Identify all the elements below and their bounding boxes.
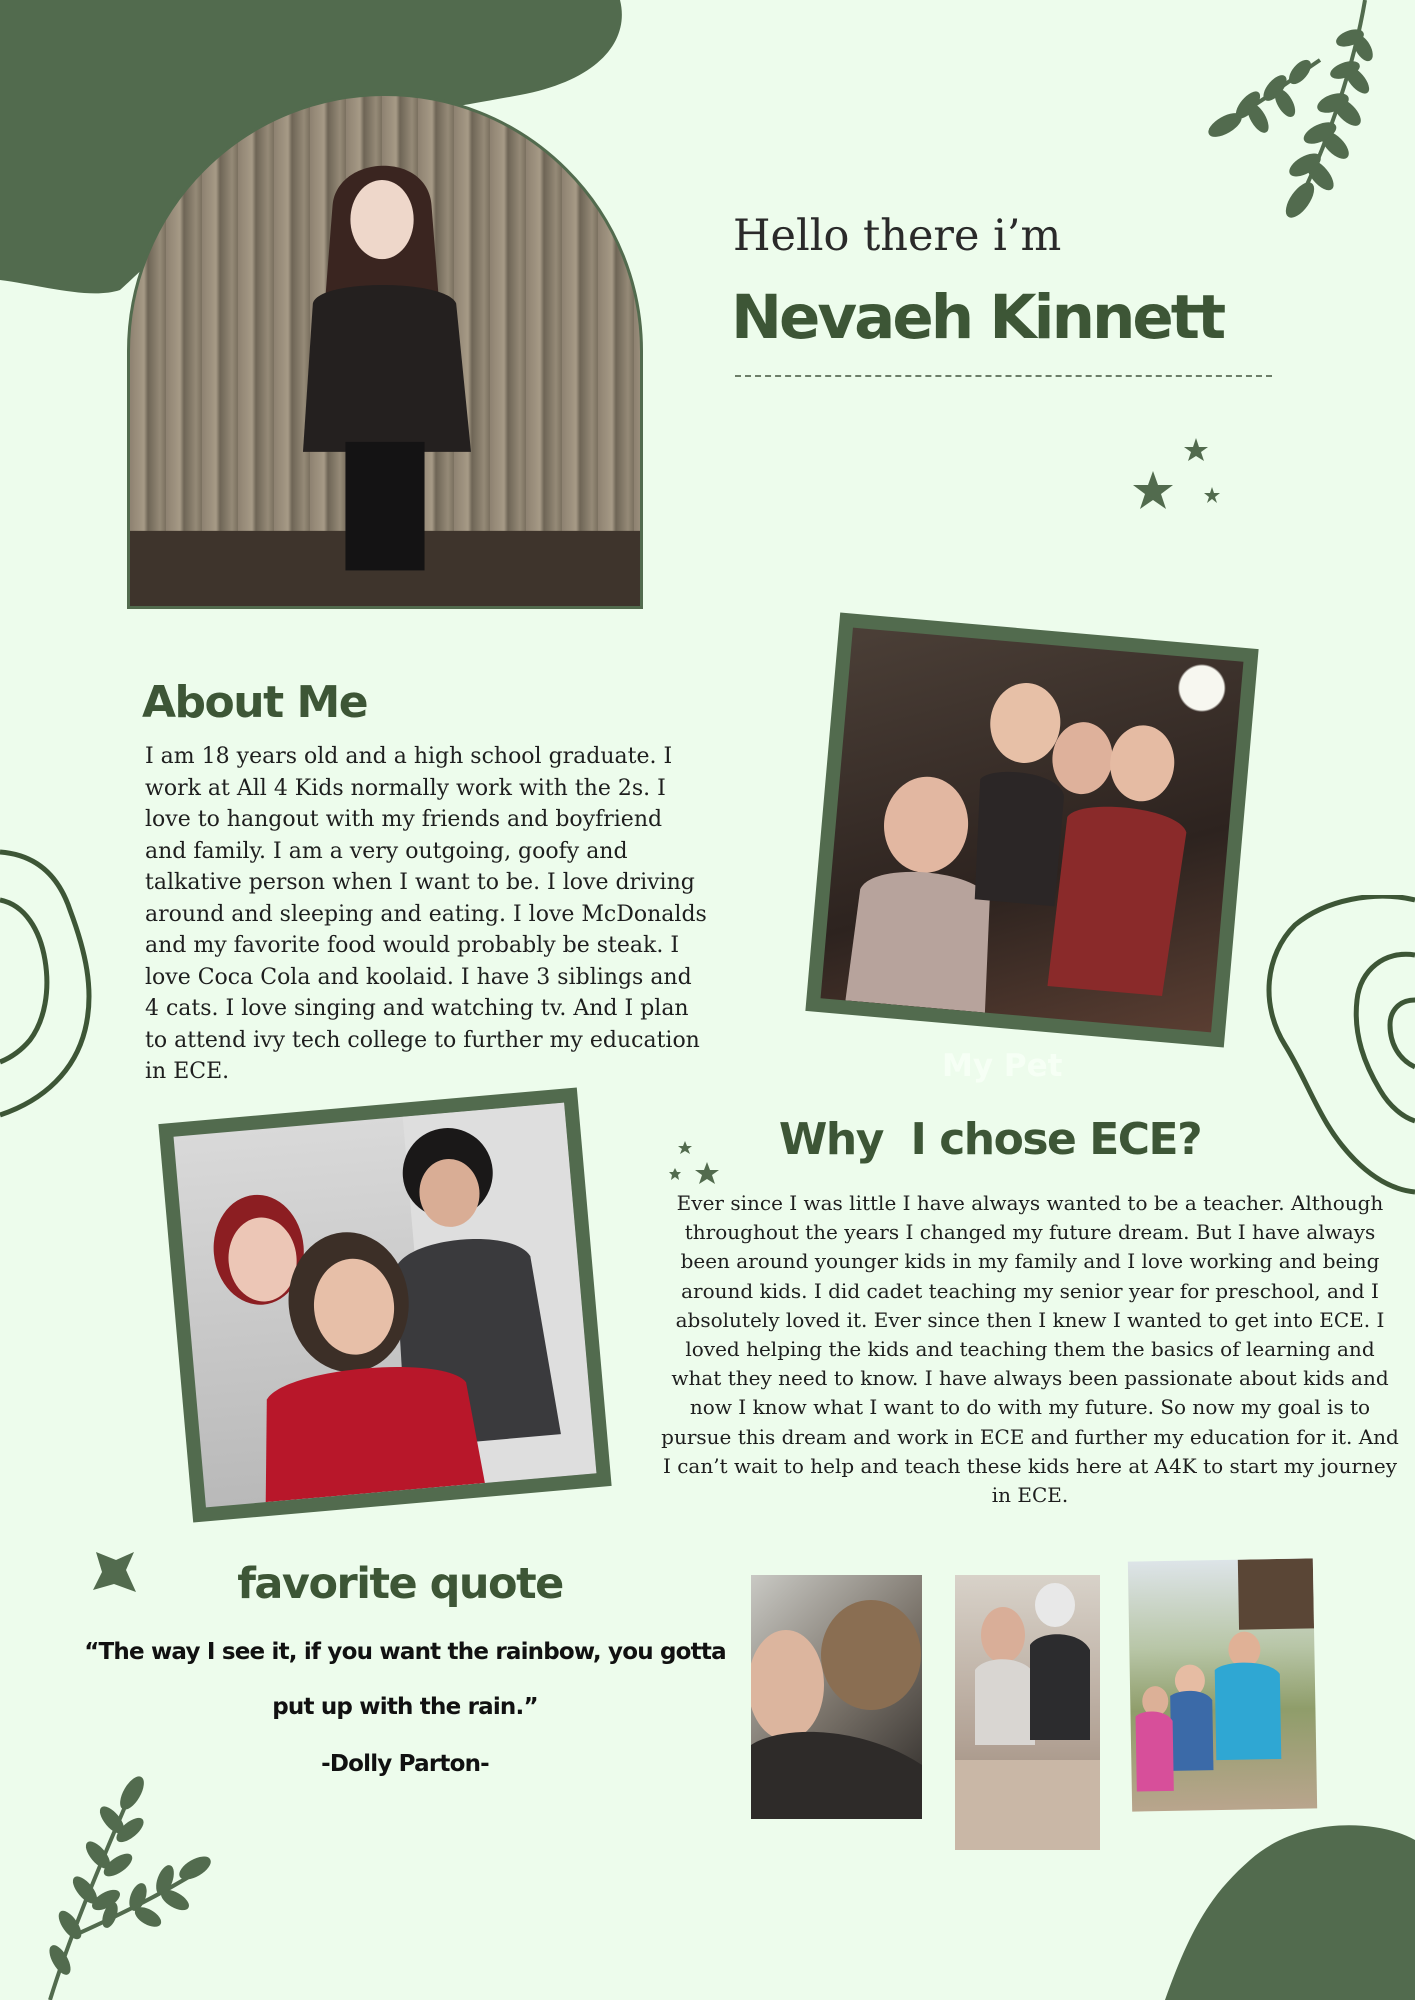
about-line: and family. I am a very outgoing, goofy and bbox=[145, 838, 628, 864]
why-line: Ever since I was little I have always wanted to be a teacher. Although bbox=[676, 1191, 1384, 1215]
leaf-branch-bottom-left-icon bbox=[30, 1775, 220, 2000]
why-line: around kids. I did cadet teaching my senior year for preschool, and I bbox=[681, 1278, 1379, 1303]
why-line: I can’t wait to help and teach these kids here at A4K to start my journey bbox=[662, 1453, 1398, 1478]
quote-text-line-1: “The way I see it, if you want the rainbow, you gotta bbox=[84, 1639, 726, 1665]
why-line: been around younger kids in my family and I love working and being bbox=[680, 1249, 1380, 1274]
friends-group-photo bbox=[805, 612, 1258, 1047]
about-me-heading: About Me bbox=[142, 677, 368, 728]
about-line: love to hangout with my friends and boyfriend bbox=[145, 807, 663, 832]
bottom-right-blob-shape bbox=[1150, 1820, 1415, 2000]
why-line: absolutely loved it. Ever since then I knew I wanted to get into ECE. I bbox=[675, 1307, 1385, 1332]
quote-author: -Dolly Parton- bbox=[321, 1751, 489, 1777]
why-line: what they need to know. I have always been passionate about kids and bbox=[671, 1366, 1389, 1391]
greeting-text: Hello there i’m bbox=[733, 211, 1062, 261]
mirror-selfie-figures bbox=[955, 1575, 1100, 1850]
quote-text-line-2: put up with the rain.” bbox=[272, 1694, 538, 1720]
about-line: work at All 4 Kids normally work with the 2s. I bbox=[145, 775, 666, 801]
family-figures bbox=[174, 1103, 597, 1508]
friends-mirror-photo bbox=[955, 1575, 1100, 1850]
friends-group-figures bbox=[821, 628, 1244, 1033]
leaf-branch-top-right-icon bbox=[1200, 0, 1400, 220]
cat-and-girl-figures bbox=[751, 1575, 922, 1819]
about-line: talkative person when I want to be. I love driving bbox=[145, 870, 695, 895]
portrait-person-figure bbox=[130, 96, 640, 606]
why-line: pursue this dream and work in ECE and further my education for it. And bbox=[661, 1424, 1399, 1449]
name-heading: Nevaeh Kinnett bbox=[731, 282, 1224, 353]
about-line: love Coca Cola and koolaid. I have 3 siblings and bbox=[145, 964, 692, 990]
why-ece-heading: Why I chose ECE? bbox=[778, 1114, 1202, 1165]
about-line: around and sleeping and eating. I love McDonalds bbox=[145, 901, 707, 927]
why-line: in ECE. bbox=[991, 1483, 1069, 1508]
family-photo bbox=[158, 1087, 611, 1522]
swirl-left-shape bbox=[0, 840, 100, 1120]
why-line: now I know what I want to do with my future. So now my goal is to bbox=[689, 1395, 1371, 1420]
why-line: loved helping the kids and teaching them the basics of learning and bbox=[685, 1337, 1375, 1362]
my-pet-faint-label: My Pet bbox=[942, 1048, 1063, 1084]
why-line: throughout the years I changed my future dream. But I have always bbox=[684, 1220, 1376, 1245]
stars-cluster-icon bbox=[1125, 435, 1225, 520]
about-line: and my favorite food would probably be steak. I bbox=[145, 933, 680, 958]
about-line: to attend ivy tech college to further my education bbox=[145, 1027, 700, 1053]
about-me-paragraph bbox=[145, 741, 765, 1088]
portrait-photo-arched bbox=[127, 93, 643, 609]
name-dashed-divider bbox=[735, 375, 1272, 377]
about-line: 4 cats. I love singing and watching tv. And I plan bbox=[145, 996, 689, 1021]
about-line: in ECE. bbox=[145, 1059, 230, 1084]
why-ece-paragraph bbox=[645, 1189, 1415, 1510]
kids-outdoor-photo bbox=[1128, 1558, 1317, 1811]
kids-outdoor-figures bbox=[1128, 1558, 1317, 1811]
favorite-quote-heading: favorite quote bbox=[237, 1559, 563, 1609]
pet-cat-photo bbox=[751, 1575, 922, 1819]
about-line: I am 18 years old and a high school graduate. I bbox=[145, 744, 673, 769]
